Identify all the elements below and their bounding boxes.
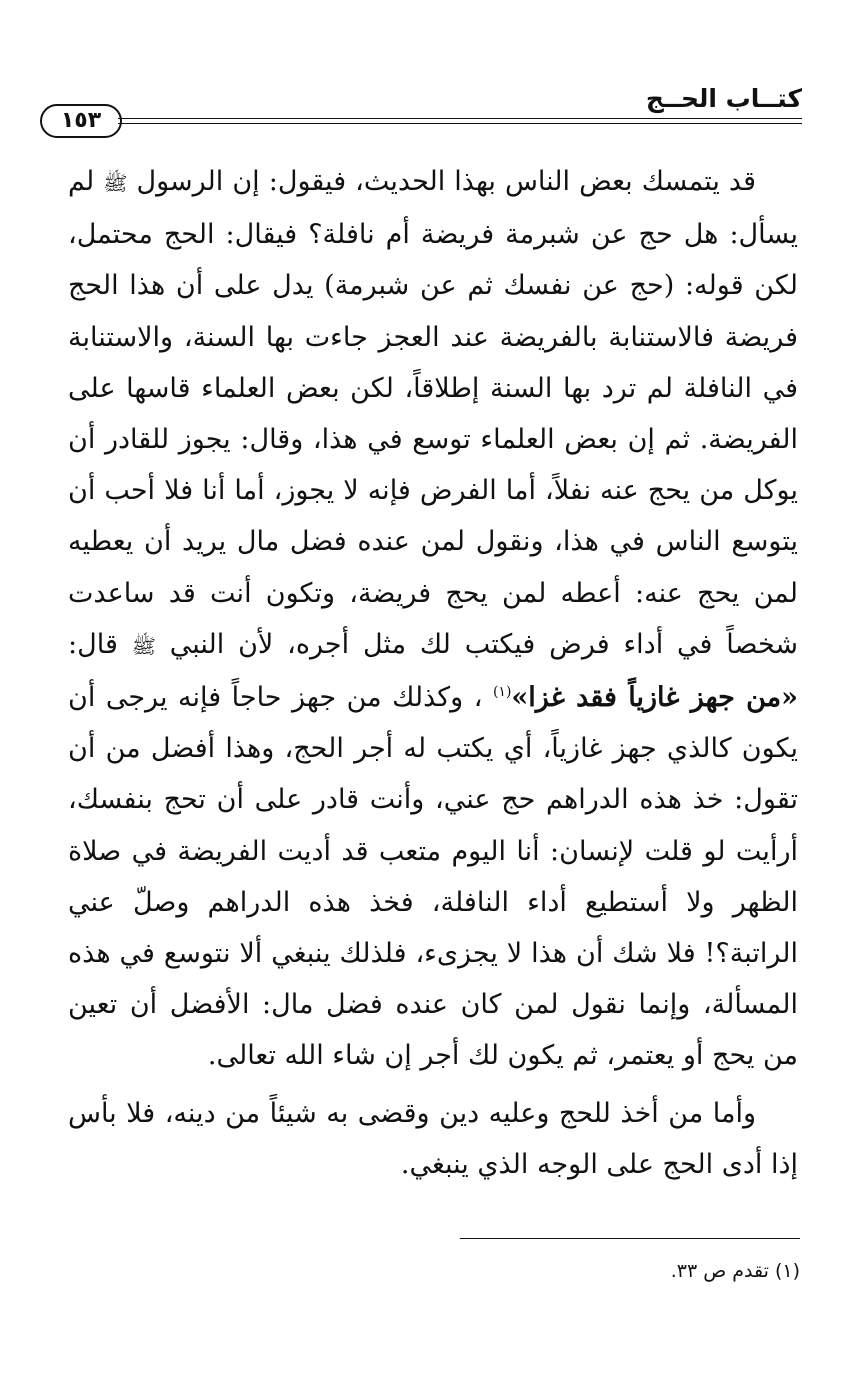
salutation-glyph: ﷺ xyxy=(103,171,128,195)
header-rule-line xyxy=(118,123,802,124)
footnote-separator xyxy=(460,1238,800,1239)
paragraph: وأما من أخذ للحج وعليه دين وقضى به شيئاً من دينه، فلا بأس إذا أدى الحج على الوجه الذي ينبغي. xyxy=(68,1097,798,1180)
salutation-glyph: ﷺ xyxy=(131,633,156,658)
text-run: لم يسأل: هل حج عن شبرمة فريضة أم نافلة؟ فيقال: الحج محتمل، لكن قوله: (حج عن نفسك ثم عن شبرمة) يدل على أن هذا الحج فريضة فالاستنابة بالفريضة عند العجز جاءت بها السنة، والاستنابة في النافلة لم ترد بها السنة إطلاقاً، لكن بعض العلماء قاسها على الفريضة. ثم إن بعض العلماء توسع في هذا، وقال: يجوز للقادر أن يوكل من يحج عنه نفلاً، أما الفرض فإنه لا يجوز، أما أنا فلا أحب أن يتوسع الناس في هذا، ونقول لمن عنده فضل مال يريد أن يعطيه لمن يحج عنه: أعطه لمن يحج فريضة، وتكون أنت قد ساعدت شخصاً في أداء فرض فيكتب لك مثل أجره، لأن النبي xyxy=(68,166,798,660)
paragraph xyxy=(68,156,798,1082)
footnote-reference[interactable]: (١) xyxy=(492,684,512,701)
running-header-title: كتــاب الحــج xyxy=(645,84,802,113)
main-text xyxy=(68,156,798,1190)
header-rule-line xyxy=(118,118,802,119)
page-number-badge: ١٥٣ xyxy=(40,104,122,138)
text-run: قال: xyxy=(68,628,132,660)
text-run: قد يتمسك بعض الناس بهذا الحديث، فيقول: إن الرسول xyxy=(127,166,756,197)
hadith-quote: «من جهز غازياً فقد غزا» xyxy=(511,682,798,714)
header-double-rule xyxy=(118,118,802,126)
text-run: ، وكذلك من جهز حاجاً فإنه يرجى أن يكون كالذي جهز غازياً، أي يكتب له أجر الحج، وهذا أفضل من أن تقول: خذ هذه الدراهم حج عني، وأنت قادر على أن تحج بنفسك، أرأيت لو قلت لإنسان: أنا اليوم متعب قد أديت الفريضة في صلاة الظهر ولا أستطيع أداء النافلة، فخذ هذه الدراهم وصلّ عني الراتبة؟! فلا شك أن هذا لا يجزىء، فلذلك ينبغي ألا نتوسع في هذه المسألة، وإنما نقول لمن كان عنده فضل مال: الأفضل أن تعين من يحج أو يعتمر، ثم يكون لك أجر إن شاء الله تعالى. xyxy=(68,682,798,1072)
footnote: (١) تقدم ص ٣٣. xyxy=(670,1260,800,1282)
